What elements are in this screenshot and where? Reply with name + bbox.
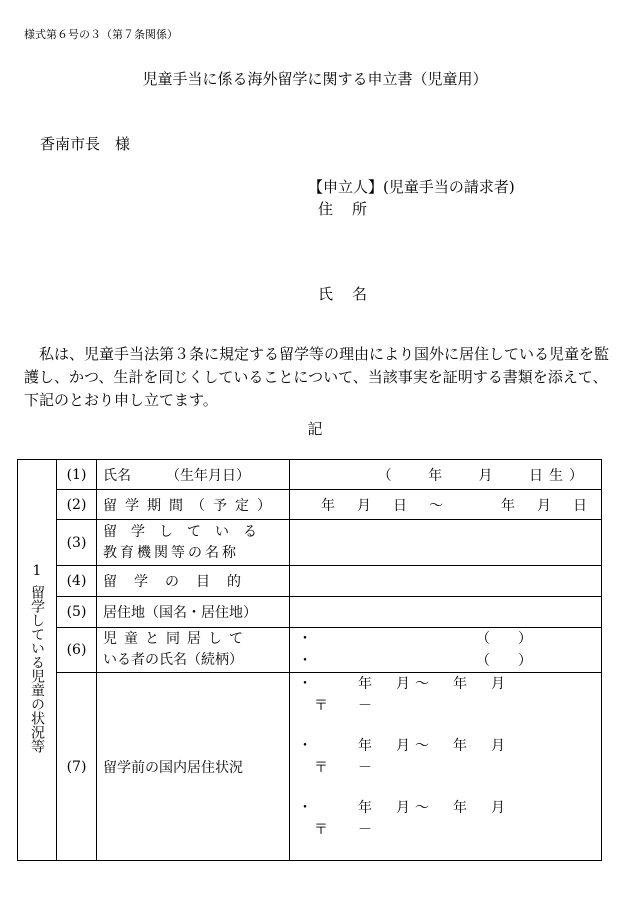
row-label-line: 児童と同居して — [103, 631, 250, 647]
section-number: 1 — [32, 563, 42, 579]
table-row — [18, 490, 602, 520]
residence-entry — [298, 797, 595, 851]
postal-dash: － — [358, 760, 372, 776]
table-row — [18, 597, 602, 628]
postal-dash: － — [358, 698, 372, 714]
residence-entry — [298, 673, 595, 735]
relationship-parens: （ ） — [476, 631, 532, 647]
cohabitant-entry — [298, 628, 595, 650]
name-label: 氏 名 — [318, 285, 370, 303]
row-label: 氏名 （生年月日） — [97, 460, 290, 490]
addressee: 香南市長 様 — [40, 135, 131, 153]
row-value[interactable] — [290, 566, 602, 597]
row-number: (4) — [57, 566, 97, 597]
residence-period-line — [298, 673, 595, 695]
row-number: (7) — [57, 673, 97, 861]
applicant-heading: 【申立人】(児童手当の請求者) — [308, 178, 515, 196]
row-number: (1) — [57, 460, 97, 490]
residence-period-line — [298, 735, 595, 757]
cohabitant-entry — [298, 650, 595, 672]
study-period-field: 年 月 日 ～ 年 月 日 — [321, 497, 591, 514]
residence-postal-line — [298, 757, 595, 779]
row-value[interactable] — [290, 628, 602, 673]
table-row — [18, 460, 602, 490]
relationship-parens: （ ） — [476, 653, 532, 669]
row-label — [97, 520, 290, 566]
document-title: 児童手当に係る海外留学に関する申立書（児童用） — [142, 70, 488, 88]
row-label-line: 留学している — [103, 523, 271, 540]
residence-period: 年 月～ 年 月 — [358, 800, 510, 816]
residence-period-line — [298, 797, 595, 819]
bullet: ・ — [298, 631, 312, 647]
row-label: 居住地（国名・居住地） — [97, 597, 290, 628]
ki-label: 記 — [307, 420, 323, 438]
row-number: (5) — [57, 597, 97, 628]
row-value[interactable] — [290, 490, 602, 520]
row-value[interactable] — [290, 460, 602, 490]
postal-dash: － — [358, 822, 372, 838]
row-number: (2) — [57, 490, 97, 520]
table-row — [18, 520, 602, 566]
row-number: (6) — [57, 628, 97, 673]
residence-postal-line — [298, 695, 595, 717]
residence-entry — [298, 735, 595, 797]
row-label-text: 留学期間（予定） — [103, 497, 279, 514]
bullet: ・ — [298, 653, 312, 669]
bullet: ・ — [298, 738, 312, 754]
row-label — [97, 566, 290, 597]
row-label: 留学前の国内居住状況 — [97, 673, 290, 861]
table-row — [18, 673, 602, 861]
row-value[interactable] — [290, 520, 602, 566]
row-label-line: 教育機関等の名称 — [103, 544, 239, 561]
row-number: (3) — [57, 520, 97, 566]
table-row — [18, 628, 602, 673]
statement-paragraph: 私は、児童手当法第３条に規定する留学等の理由により国外に居住している児童を監護し、かつ、生計を同じくしていることについて、当該事実を証明する書類を添えて、下記のとおり申し立てます。 — [24, 345, 610, 409]
postal-mark: 〒 — [314, 760, 328, 776]
row-value[interactable] — [290, 597, 602, 628]
section-cell — [18, 460, 57, 861]
row-label — [97, 628, 290, 673]
form-number: 様式第６号の３（第７条関係） — [24, 28, 178, 41]
residence-postal-line — [298, 819, 595, 841]
row-label-line: いる者の氏名（続柄） — [103, 652, 243, 668]
bullet: ・ — [298, 676, 312, 692]
residence-period: 年 月～ 年 月 — [358, 676, 510, 692]
residence-period: 年 月～ 年 月 — [358, 738, 510, 754]
child-status-table — [17, 459, 602, 861]
table-row — [18, 566, 602, 597]
row-value[interactable] — [290, 673, 602, 861]
address-label: 住 所 — [318, 200, 370, 218]
postal-mark: 〒 — [314, 698, 328, 714]
bullet: ・ — [298, 800, 312, 816]
postal-mark: 〒 — [314, 822, 328, 838]
row-label — [97, 490, 290, 520]
birthdate-field: （ 年 月 日生） — [377, 467, 589, 484]
row-label-text: 留学の目的 — [103, 574, 258, 590]
section-label: 留学している児童の状況等 — [29, 585, 45, 753]
